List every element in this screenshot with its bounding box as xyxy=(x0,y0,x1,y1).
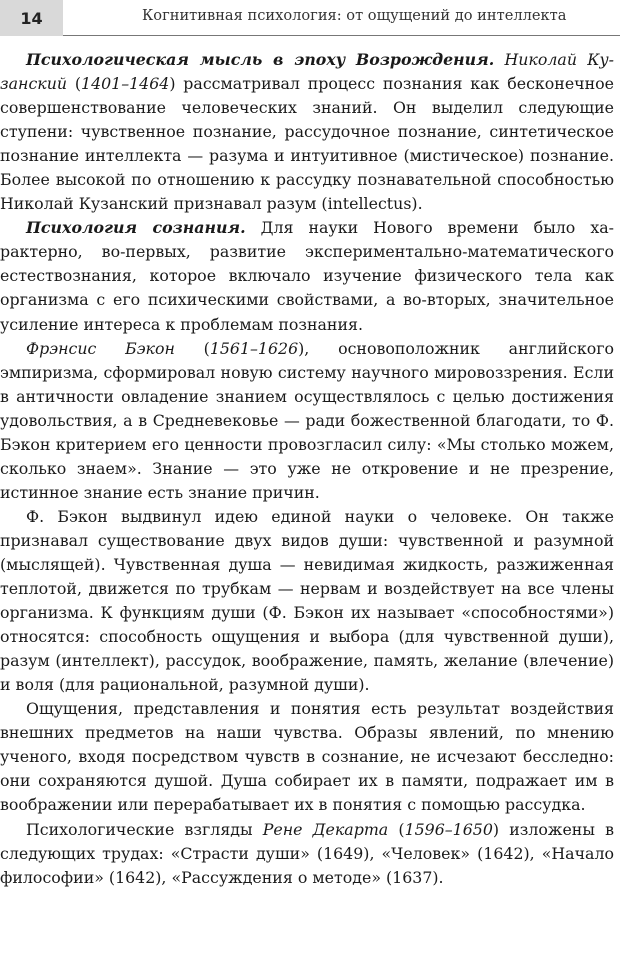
section-heading: Психологическая мысль в эпоху Возрождения. xyxy=(26,50,495,69)
person-name: Фрэнсис Бэкон xyxy=(26,338,175,358)
page-header xyxy=(0,0,620,40)
paragraph-text: Для науки Нового времени было характерно, во-первых, развитие экспериментально-математического естествознания, которое включало изучение физического тела как организма с его психическими свойствами, а во-вторых, значительное усиление интереса к проблемам познания. xyxy=(0,218,614,334)
person-name: Николай Кузанский xyxy=(0,50,614,94)
paragraph-sensations xyxy=(0,697,614,817)
paragraph-bacon: Фрэнсис Бэкон (1561–1626), основоположник английского эмпиризма, сформировал новую систему научного мировоззрения. Если в античности овладение знанием осуществлялось с целью достижения удовольствия, а в Средневековье — ради божественной благодати, то Ф. Бэкон критерием его ценности провозгласил силу: «Мы столько можем, сколько знаем». Знание — это уже не откровение и не презрение, истинное знание есть знание причин. xyxy=(0,338,615,502)
paragraph-text: основоположник английского эмпиризма, сформировал новую систему научного мировоззрения. Если в античности овладение знанием осуществлялось с целью достижения удовольствия, а в Средневековье — ради божественной благодати, то Ф. Бэкон критерием его ценности провозгласил силу: «Мы столько можем, сколько знаем». Знание — это уже не откровение и не презрение, истинное знание есть знание причин. xyxy=(0,338,615,502)
paragraph-text: рассматривал процесс познания как бесконечное совершенствование человеческих знаний. Он выделил следующие ступени: чувственное познание, рассудочное познание, синтетическое познание интеллекта — разума и интуитивное (мистическое) познание. Более высокой по отношению к рассудку познавательной способностью Николай Кузанский признавал разум (intellectus). xyxy=(0,74,615,214)
page-number: 14 xyxy=(0,0,63,36)
paragraph-text: Ф. Бэкон выдвинул идею единой науки о человеке. Он также признавал существование двух видов души: чувственной и разумной (мыслящей). Чувственная душа — невидимая жидкость, разжиженная теплотой, движется по трубкам — нервам и воздействует на все члены организма. К функциям души (Ф. Бэкон их называет «способностями») относятся: способность ощущения и выбора (для чувственной души), разум (интеллект), рассудок, воображение, память, желание (влечение) и воля (для рациональной, разумной души). xyxy=(0,506,614,695)
person-name: Рене Декарта xyxy=(262,819,389,839)
paragraph-consciousness xyxy=(0,216,614,336)
body-text xyxy=(0,48,614,890)
life-dates: 1596–1650 xyxy=(404,819,493,839)
paragraph-renaissance: Психологическая мысль в эпоху Возрождения. Николай Кузанский (1401–1464) рассматривал процесс познания как бесконечное совершенствование человеческих знаний. Он выделил следующие ступени: чувственное познание, рассудочное познание, синтетическое познание интеллекта — разума и интуитивное (мистическое) познание. Более высокой по отношению к рассудку познавательной способностью Николай Кузанский признавал разум (intellectus). xyxy=(0,50,615,214)
life-dates: 1401–1464 xyxy=(81,74,170,94)
header-rule xyxy=(63,35,620,36)
section-heading: Психология сознания. xyxy=(26,218,246,238)
paragraph-bacon-soul xyxy=(0,505,614,697)
paragraph-text: Ощущения, представления и понятия есть результат воздействия внешних предметов на наши чувства. Образы явлений, по мнению ученого, входя посредством чувств в сознание, не исчезают бесследно: они сохраняются душой. Душа собирает их в памяти, подражает им в воображении или перерабатывает их в понятия с помощью рассудка. xyxy=(0,699,614,815)
paragraph-text-lead: Психологические взгляды xyxy=(26,819,253,839)
paragraph-descartes: Психологические взгляды Рене Декарта (1596–1650) изложены в следующих трудах: «Страсти души» (1649), «Человек» (1642), «Начало философии» (1642), «Рассуждения о методе» (1637). xyxy=(0,819,614,887)
paragraph-text: изложены в следующих трудах: «Страсти души» (1649), «Человек» (1642), «Начало философии» (1642), «Рассуждения о методе» (1637). xyxy=(0,819,614,887)
running-title: Когнитивная психология: от ощущений до интеллекта xyxy=(142,7,567,24)
life-dates: 1561–1626 xyxy=(209,338,299,358)
